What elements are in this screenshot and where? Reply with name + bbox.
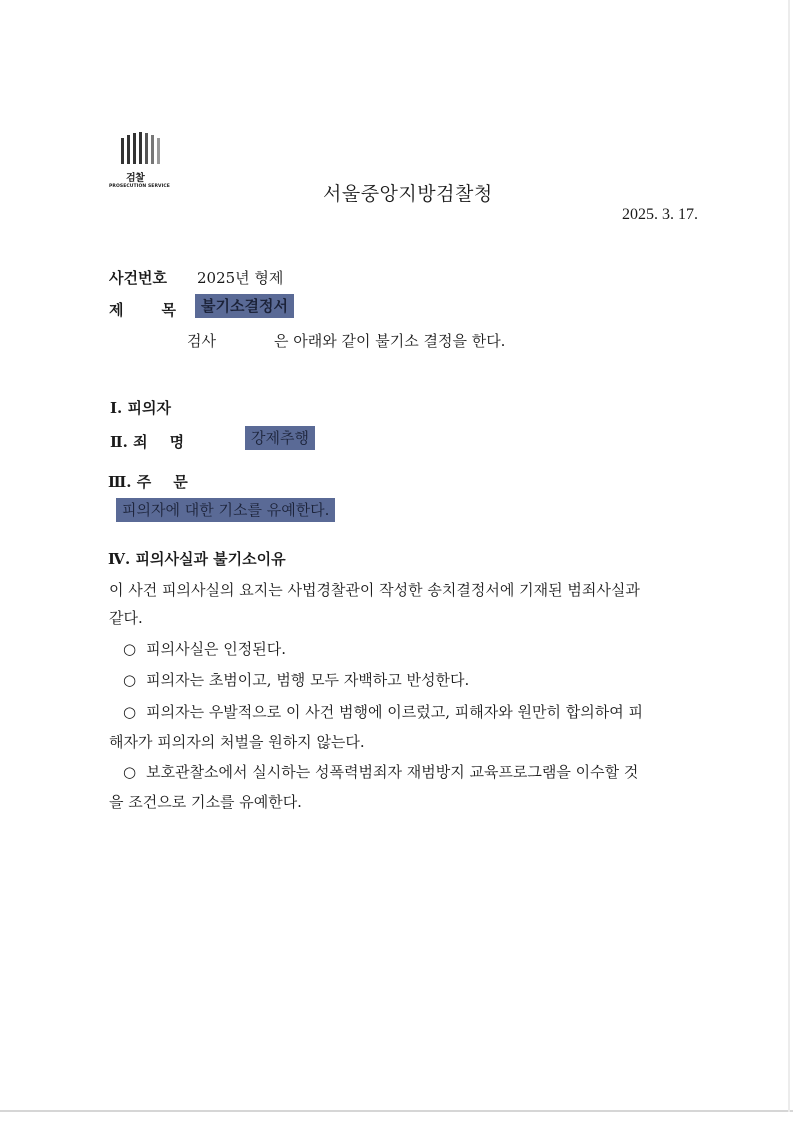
logo-name: 검찰	[126, 173, 145, 184]
section-1-title: 피의자	[127, 399, 171, 417]
section-3-title-2: 문	[173, 473, 188, 491]
section-2-title-2: 명	[169, 433, 185, 451]
scan-edge-bottom	[0, 1110, 793, 1112]
title-label	[109, 299, 176, 320]
summary-line-1: 이 사건 피의사실의 요지는 사법경찰관이 작성한 송치결정서에 기재된 범죄사실과	[109, 581, 640, 599]
title-value-highlight: 불기소결정서	[195, 294, 294, 318]
title-value	[195, 295, 294, 316]
reason-bullet-4-text-line-1: 보호관찰소에서 실시하는 성폭력범죄자 재범방지 교육프로그램을 이수할 것	[146, 763, 639, 781]
reason-bullet-2	[123, 669, 469, 690]
section-4-heading	[108, 548, 286, 569]
section-2-heading	[110, 431, 184, 452]
prosecution-emblem-icon	[121, 132, 161, 166]
reason-bullet-3-text-line-2: 해자가 피의자의 처벌을 원하지 않는다.	[109, 733, 365, 751]
title-label-char-1: 제	[109, 301, 124, 319]
section-3-heading	[108, 471, 188, 492]
section-3-title-1: 주	[136, 473, 152, 491]
summary-line-2: 같다.	[109, 609, 143, 627]
section-4-title: 피의사실과 불기소이유	[135, 550, 286, 568]
reason-bullet-2-text: 피의자는 초범이고, 범행 모두 자백하고 반성한다.	[146, 671, 470, 689]
case-number-label: 사건번호	[109, 269, 167, 287]
bullet-circle-icon: ○	[123, 671, 137, 689]
bullet-circle-icon: ○	[123, 640, 137, 658]
office-title: 서울중앙지방검찰청	[323, 183, 493, 205]
title-label-char-2: 목	[161, 301, 176, 319]
section-2-title-1: 죄	[133, 433, 148, 451]
prosecution-logo	[109, 132, 171, 196]
reason-bullet-1	[123, 638, 286, 659]
case-number-value: 2025년 형제	[197, 269, 284, 287]
section-2-number: Ⅱ.	[110, 433, 128, 451]
bullet-circle-icon: ○	[123, 703, 137, 721]
reason-bullet-3	[123, 701, 643, 722]
intro-sentence	[187, 330, 505, 351]
bullet-circle-icon: ○	[123, 763, 137, 781]
intro-text: 은 아래와 같이 불기소 결정을 한다.	[273, 332, 506, 350]
reason-bullet-4-text-line-2: 을 조건으로 기소를 유예한다.	[109, 793, 302, 811]
section-3-number: Ⅲ.	[108, 473, 132, 491]
document-date: 2025. 3. 17.	[622, 206, 698, 223]
charge-value	[245, 427, 315, 448]
reason-bullet-3-text-line-1: 피의자는 우발적으로 이 사건 범행에 이르렀고, 피해자와 원만히 합의하여 피	[146, 703, 643, 721]
section-4-number: Ⅳ.	[108, 550, 131, 568]
disposition-value	[116, 499, 335, 520]
section-1-number: Ⅰ.	[110, 399, 123, 417]
logo-subtitle: PROSECUTION SERVICE	[109, 184, 170, 189]
section-1-heading	[110, 397, 171, 418]
intro-prefix: 검사	[187, 332, 216, 350]
charge-highlight: 강제추행	[245, 426, 315, 450]
reason-bullet-1-text: 피의사실은 인정된다.	[146, 640, 287, 658]
reason-bullet-4	[123, 761, 638, 782]
disposition-highlight: 피의자에 대한 기소를 유예한다.	[116, 498, 335, 522]
scan-edge-right	[788, 0, 790, 1112]
